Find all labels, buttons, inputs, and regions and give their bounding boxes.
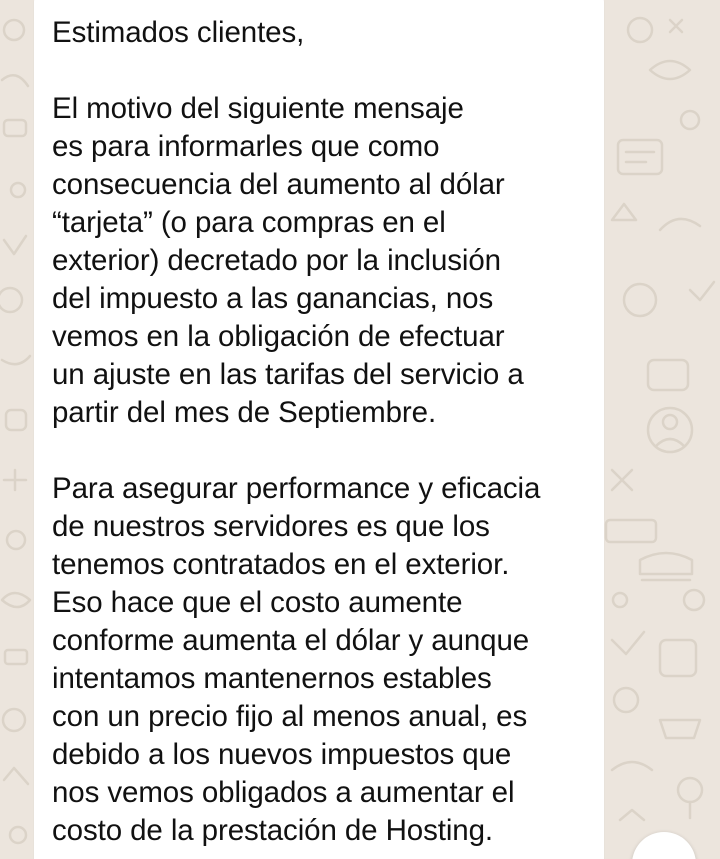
message-line: “tarjeta” (o para compras en el (52, 206, 446, 239)
message-line: tenemos contratados en el exterior. (52, 548, 510, 581)
message-line: El motivo del siguiente mensaje (52, 92, 464, 125)
message-line: con un precio fijo al menos anual, es (52, 700, 528, 733)
message-line: costo de la prestación de Hosting. (52, 814, 494, 847)
message-bubble[interactable] (34, 0, 604, 859)
message-line: Para asegurar performance y eficacia (52, 472, 541, 505)
message-line: consecuencia del aumento al dólar (52, 168, 505, 201)
message-line: nos vemos obligados a aumentar el (52, 776, 515, 809)
paragraph-gap (52, 432, 592, 470)
paragraph-gap (52, 52, 592, 90)
message-line: vemos en la obligación de efectuar (52, 320, 505, 353)
message-line: es para informarles que como (52, 130, 440, 163)
message-text (52, 14, 592, 850)
message-line: partir del mes de Septiembre. (52, 396, 437, 429)
message-line: un ajuste en las tarifas del servicio a (52, 358, 524, 391)
message-line: exterior) decretado por la inclusión (52, 244, 501, 277)
message-line: conforme aumenta el dólar y aunque (52, 624, 530, 657)
message-line: debido a los nuevos impuestos que (52, 738, 512, 771)
message-line: Estimados clientes, (52, 16, 305, 49)
message-line: de nuestros servidores es que los (52, 510, 490, 543)
message-line: Eso hace que el costo aumente (52, 586, 463, 619)
message-line: del impuesto a las ganancias, nos (52, 282, 494, 315)
message-line: intentamos mantenernos estables (52, 662, 492, 695)
